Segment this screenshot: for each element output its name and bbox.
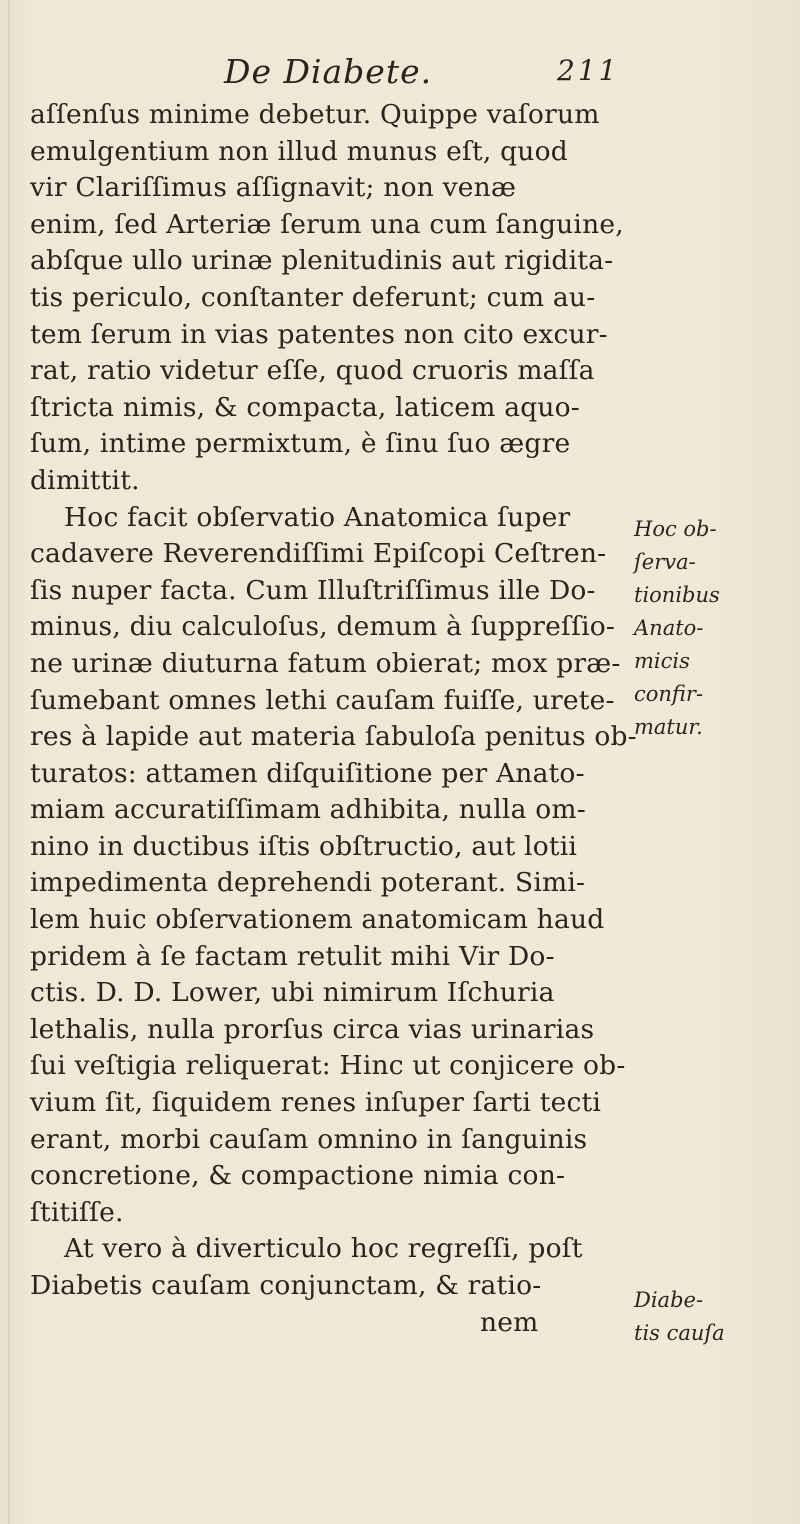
running-title: De Diabete.: [224, 52, 433, 91]
text-line: ſtricta nimis, & compacta, laticem aquo-: [30, 391, 580, 423]
text-line: tem ſerum in vias patentes non cito excur-: [30, 318, 608, 350]
catchword: nem: [480, 1306, 539, 1338]
text-line: cadavere Reverendiſſimi Epiſcopi Ceſtren-: [30, 538, 607, 570]
text-line: erant, morbi cauſam omnino in ſanguinis: [30, 1123, 588, 1155]
marginal-note-line: Anato-: [634, 616, 704, 640]
text-line: turatos: attamen diſquiſitione per Anato-: [30, 757, 585, 789]
text-line: ctis. D. D. Lower, ubi nimirum Iſchuria: [30, 977, 555, 1009]
text-line: concretione, & compactione nimia con-: [30, 1160, 566, 1192]
text-line: rat, ratio videtur eſſe, quod cruoris maſſa: [30, 355, 595, 387]
text-line: impedimenta deprehendi poterant. Simi-: [30, 867, 586, 899]
text-line: pridem à ſe factam retulit mihi Vir Do-: [30, 940, 555, 972]
text-line: nino in ductibus iſtis obſtructio, aut lotii: [30, 830, 578, 862]
text-line: res à lapide aut materia ſabuloſa penitus ob-: [30, 721, 637, 753]
page-number: 211: [557, 54, 620, 87]
marginal-note-line: tionibus: [634, 583, 720, 607]
text-line: miam accuratiſſimam adhibita, nulla om-: [30, 794, 586, 826]
text-line: abſque ullo urinæ plenitudinis aut rigidita-: [30, 245, 614, 277]
text-line: ne urinæ diuturna fatum obierat; mox præ-: [30, 647, 621, 679]
running-head: [0, 52, 800, 92]
text-line: tis periculo, conſtanter deferunt; cum au-: [30, 281, 596, 313]
marginal-note-line: Hoc ob-: [634, 517, 717, 541]
body-text: [30, 97, 637, 1341]
paragraph-start-line: At vero à diverticulo hoc regreſſi, poſt: [64, 1233, 583, 1265]
text-line: ſtitiſſe.: [30, 1196, 124, 1228]
marginal-note: [634, 513, 794, 744]
text-line: vir Clariſſimus aſſignavit; non venæ: [30, 172, 517, 204]
text-line: lem huic obſervationem anatomicam haud: [30, 904, 605, 936]
text-line: lethalis, nulla prorſus circa vias urinarias: [30, 1013, 595, 1045]
text-line: enim, ſed Arteriæ ſerum una cum ſanguine,: [30, 208, 624, 240]
marginal-note-line: ſerva-: [634, 550, 696, 574]
marginal-note-line: matur.: [634, 715, 703, 739]
text-line: minus, diu calculoſus, demum à ſuppreſſio-: [30, 611, 616, 643]
marginal-note-line: Diabe-: [634, 1288, 704, 1312]
paragraph-start-line: Hoc facit obſervatio Anatomica ſuper: [64, 501, 571, 533]
text-line: aſſenſus minime debetur. Quippe vaſorum: [30, 99, 600, 130]
text-line: ſum, intime permixtum, è ſinu ſuo ægre: [30, 428, 571, 460]
text-line: dimittit.: [30, 464, 140, 496]
text-line: vium ſit, ſiquidem renes inſuper ſarti tecti: [30, 1087, 602, 1119]
page-gutter-edge: [8, 0, 10, 1524]
marginal-note-line: tis cauſa: [634, 1321, 725, 1345]
marginal-note: [634, 1284, 794, 1350]
text-line: ſui veſtigia reliquerat: Hinc ut conjicere ob-: [30, 1050, 626, 1082]
marginal-note-line: confir-: [634, 682, 704, 706]
text-line: emulgentium non illud munus eſt, quod: [30, 135, 568, 167]
text-line: ſis nuper facta. Cum Illuſtriſſimus ille Do-: [30, 574, 596, 606]
text-line: ſumebant omnes lethi cauſam fuiſſe, urete-: [30, 684, 615, 716]
marginal-note-line: micis: [634, 649, 690, 673]
text-line: Diabetis cauſam conjunctam, & ratio-: [30, 1270, 542, 1301]
